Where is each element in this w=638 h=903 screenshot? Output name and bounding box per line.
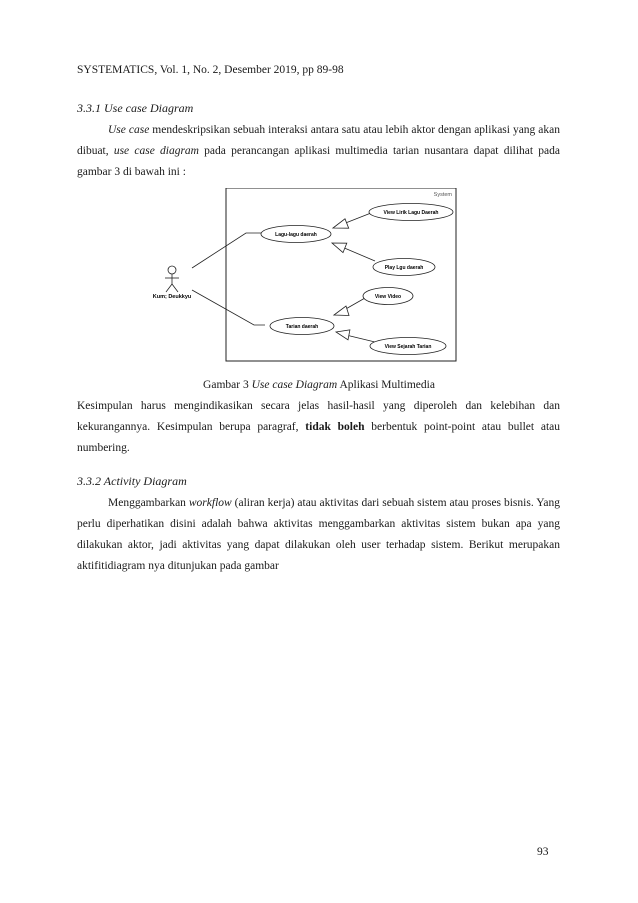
term-use-case-diagram: use case diagram: [113, 145, 199, 157]
term-use-case: Use case: [108, 124, 150, 136]
extend-sejarah-to-tarian: [336, 330, 375, 342]
use-case-view-sejarah: [370, 338, 446, 355]
activity-paragraph: [77, 493, 560, 577]
use-case-label-lirik: View Lirik Lagu Daerah: [383, 210, 439, 216]
conclusion-text-2: berbentuk point-point atau bullet atau numbering.: [77, 421, 560, 454]
para-text-1: mendeskripsikan sebuah interaksi antara satu atau lebih aktor dengan aplikasi yang akan dibuat,: [77, 124, 561, 157]
use-case-label-lagu: Lagu-lagu daerah: [275, 232, 317, 238]
conclusion-bold: tidak boleh: [305, 421, 365, 433]
caption-term: Use case Diagram: [251, 379, 338, 391]
extend-play-to-lagu: [332, 243, 375, 261]
use-case-tarian-daerah: [270, 318, 334, 335]
section-title-use-case: 3.3.1 Use case Diagram: [77, 101, 194, 115]
extend-lirik-to-lagu: [333, 213, 371, 228]
caption-prefix: Gambar 3: [203, 379, 252, 391]
use-case-label-play: Play Lgu daerah: [384, 265, 424, 271]
conclusion-text-1: Kesimpulan harus mengindikasikan secara jelas hasil-hasil yang diperoleh dan kelebihan dan kekurangannya. Kesimpulan berupa paragraf,: [77, 400, 560, 433]
use-case-label-video: View Video: [374, 294, 402, 300]
term-workflow: workflow: [188, 497, 232, 509]
system-label: System: [433, 192, 452, 198]
caption-suffix: Aplikasi Multimedia: [337, 379, 435, 391]
association-tarian: [192, 290, 265, 325]
figure-caption: [0, 379, 638, 391]
use-case-paragraph: [77, 120, 560, 183]
use-case-play-lagu: [373, 259, 435, 276]
activity-text-1: Menggambarkan: [108, 497, 189, 509]
use-case-diagram: [150, 188, 462, 364]
journal-header: SYSTEMATICS, Vol. 1, No. 2, Desember 2019, pp 89-98: [77, 64, 344, 76]
use-case-view-video: [363, 288, 413, 305]
actor-label: Kum; Deukkyu: [152, 294, 192, 300]
use-case-label-tarian: Tarian daerah: [285, 324, 319, 330]
use-case-view-lirik: [369, 204, 453, 221]
section-title-activity: 3.3.2 Activity Diagram: [77, 474, 187, 488]
para-text-2: pada perancangan aplikasi multimedia tarian nusantara dapat dilihat pada gambar 3 di bawah ini :: [77, 145, 560, 178]
use-case-lagu-lagu-daerah: [261, 226, 331, 243]
conclusion-paragraph: [77, 396, 560, 459]
page-number: 93: [537, 846, 549, 858]
extend-video-to-tarian: [334, 298, 365, 316]
use-case-label-sejarah: View Sejarah Tarian: [384, 344, 432, 350]
activity-text-2: (aliran kerja) atau aktivitas dari sebuah sistem atau proses bisnis. Yang perlu diperhatikan disini adalah bahwa aktivitas menggambarkan aktivitas sistem bukan apa yang dilakukan aktor, jadi aktivitas yang dapat dilakukan oleh user terhadap sistem. Berikut merupakan aktifitidiagram nya ditunjukan pada gambar: [77, 497, 560, 572]
actor-figure: [165, 266, 179, 292]
